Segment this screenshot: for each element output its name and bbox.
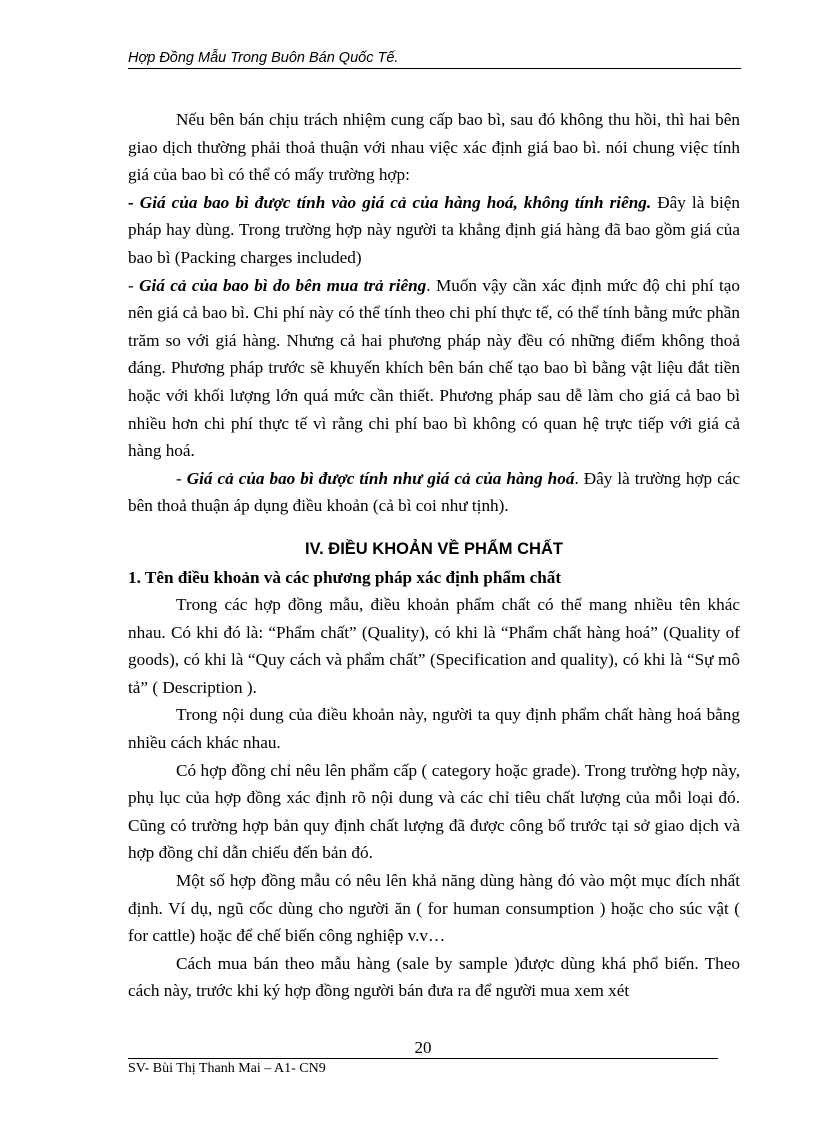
page-content xyxy=(128,106,740,1005)
running-header: Hợp Đồng Mẫu Trong Buôn Bán Quốc Tế. xyxy=(128,50,741,69)
footer-author: SV- Bùi Thị Thanh Mai – A1- CN9 xyxy=(128,1061,326,1076)
emphasis-text: Giá cả của bao bì được tính như giá cả của hàng hoá xyxy=(186,468,575,488)
emphasis-text: Giá cả của bao bì do bên mua trả riêng xyxy=(139,275,427,295)
emphasis-text: - Giá của bao bì được tính vào giá cả của hàng hoá, không tính riêng. xyxy=(128,192,652,212)
dash: - xyxy=(128,275,140,295)
paragraph-packing-as-goods xyxy=(128,465,740,520)
paragraph-packing-separate xyxy=(128,272,740,465)
subheading: 1. Tên điều khoản và các phương pháp xác định phẩm chất xyxy=(128,567,562,587)
paragraph-packing-included xyxy=(128,189,740,272)
paragraph-text: . Đây là trường hợp các bên thoả thuận áp dụng điều khoản (cả bì coi như tịnh). xyxy=(128,468,740,516)
paragraph-grade: Có hợp đồng chỉ nêu lên phẩm cấp ( category hoặc grade). Trong trường hợp này, phụ lục của hợp đồng xác định rõ nội dung và các chỉ tiêu chất lượng của mỗi loại đó. Cũng có trường hợp bản quy định chất lượng đã được công bố trước tại sở giao dịch và hợp đồng chỉ dẫn chiếu đến bản đó. xyxy=(128,760,740,863)
dash: - xyxy=(176,468,187,488)
paragraph-text: Đây là biện pháp hay dùng. Trong trường hợp này người ta khẳng định giá hàng đã bao gồm giá của bao bì (Packing charges included) xyxy=(128,192,740,267)
footer-divider xyxy=(128,1058,718,1059)
section-title: IV. ĐIỀU KHOẢN VỀ PHẨM CHẤT xyxy=(305,539,563,558)
paragraph-clause-names: Trong các hợp đồng mẫu, điều khoản phẩm chất có thể mang nhiều tên khác nhau. Có khi đó là: “Phẩm chất” (Quality), có khi là “Phẩm chất hàng hoá” (Quality of goods), có khi là “Quy cách và phẩm chất” (Specification and quality), có khi là “Sự mô tả” ( Description ). xyxy=(128,595,740,697)
paragraph-text: . Muốn vậy cần xác định mức độ chi phí tạo nên giá cả bao bì. Chi phí này có thể tính theo chi phí thực tế, có thể tính bằng mức phần trăm so với giá hàng. Nhưng cả hai phương pháp này đều có những điểm không thoả đáng. Phương pháp trước sẽ khuyến khích bên bán chế tạo bao bì bằng vật liệu đắt tiền hoặc với khối lượng lớn quá mức cần thiết. Phương pháp sau dễ làm cho giá cả bao bì nhiều hơn chi phí thực tế vì rằng chi phí bao bì không có quan hệ trực tiếp với giá cả hàng hoá. xyxy=(128,275,740,461)
paragraph-sale-by-sample: Cách mua bán theo mẫu hàng (sale by sample )được dùng khá phổ biến. Theo cách này, trước khi ký hợp đồng người bán đưa ra để người mua xem xét xyxy=(128,953,740,1001)
paragraph-quality-methods: Trong nội dung của điều khoản này, người ta quy định phẩm chất hàng hoá bằng nhiều cách khác nhau. xyxy=(128,705,740,753)
paragraph-packing-price-intro: Nếu bên bán chịu trách nhiệm cung cấp bao bì, sau đó không thu hồi, thì hai bên giao dịch thường phải thoả thuận với nhau việc xác định giá bao bì. nói chung việc tính giá của bao bì có thể có mấy trường hợp: xyxy=(128,110,740,185)
paragraph-purpose: Một số hợp đồng mẫu có nêu lên khả năng dùng hàng đó vào một mục đích nhất định. Ví dụ, ngũ cốc dùng cho người ăn ( for human consumption ) hoặc cho súc vật ( for cattle) hoặc để chế biến công nghiệp v.v… xyxy=(128,871,740,946)
page-number: 20 xyxy=(414,1038,432,1057)
